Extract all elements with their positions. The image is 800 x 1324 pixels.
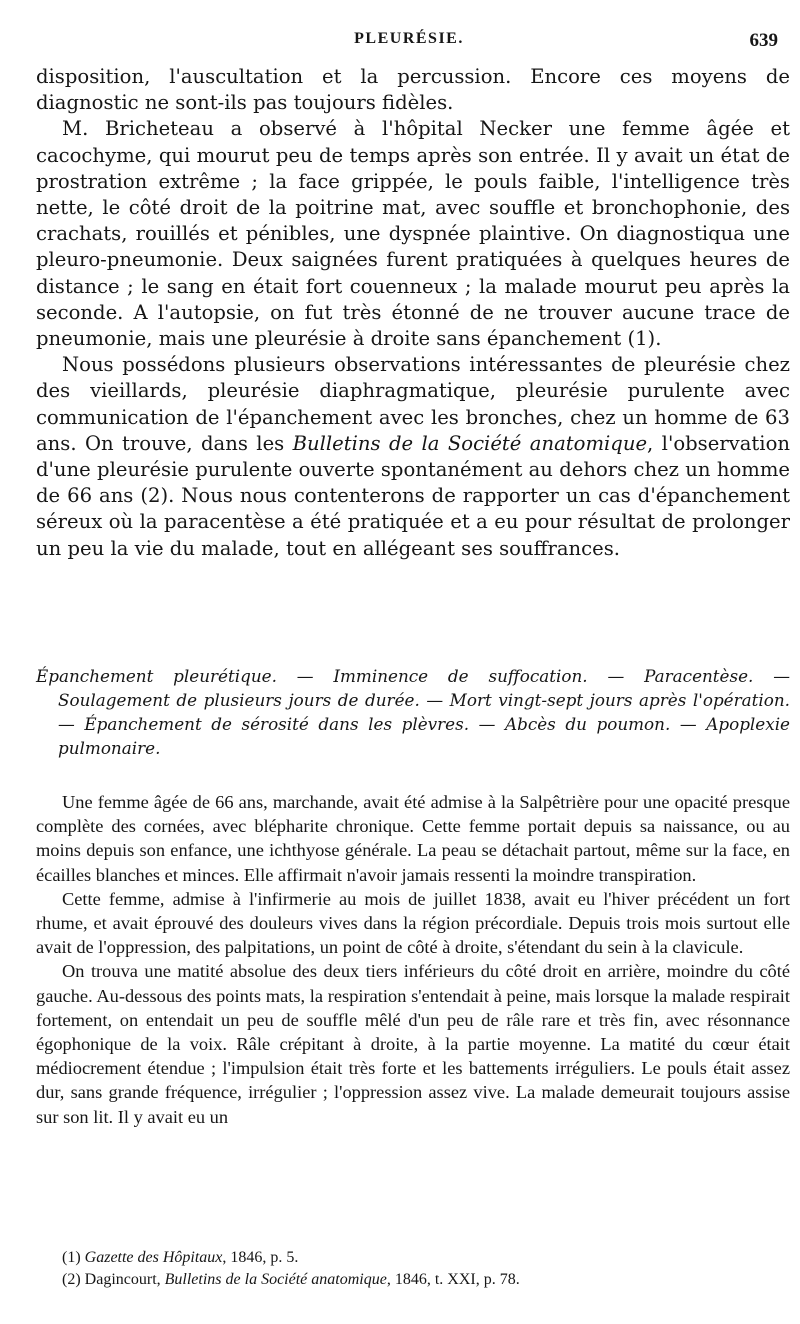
footnote-source: Gazette des Hôpitaux [84, 1249, 223, 1266]
running-title: PLEURÉSIE. [354, 30, 464, 47]
case-observation [36, 790, 790, 1129]
observation-paragraph: Une femme âgée de 66 ans, marchande, avait été admise à la Salpêtrière pour une opacité presque complète des cornées, avec blépharite chronique. Cette femme portait depuis sa naissance, ou au moins depuis son enfance, une ichthyose générale. La peau se détachait partout, même sur la face, en écailles blanches et minces. Elle affirmait n'avoir jamais ressenti la moindre transpiration. [36, 792, 790, 885]
paragraph-bricheteau: M. Bricheteau a observé à l'hôpital Necker une femme âgée et cacochyme, qui mourut peu de temps après son entrée. Il y avait un état de prostration extrême ; la face grippée, le pouls faible, l'intelligence très nette, le côté droit de la poitrine mat, avec souffle et bronchophonie, des crachats, rouillés et pénibles, une dyspnée plaintive. On diagnostiqua une pleuro-pneumonie. Deux saignées furent pratiquées à quelques heures de distance ; le sang en était fort couenneux ; la malade mourut peu après la seconde. A l'autopsie, on fut très étonné de ne trouver aucune trace de pneumonie, mais une pleurésie à droite sans épanchement (1). [36, 117, 790, 351]
journal-title: Bulletins de la Société anatomique [292, 431, 648, 455]
paragraph-observations [36, 352, 790, 562]
footnote [36, 1247, 790, 1269]
footnote-mark: (2) Dagincourt, [62, 1271, 165, 1288]
paragraph-text: Nous possédons plusieurs observations intéressantes de pleurésie chez des vieillards, pleurésie diaphragmatique, pleurésie purulente avec communication de l'épanchement avec les bronches, chez un homme de 63 ans. On trouve, dans les [36, 353, 790, 455]
observation-paragraph: Cette femme, admise à l'infirmerie au mois de juillet 1838, avait eu l'hiver précédent un fort rhume, et avait éprouvé des douleurs vives dans la région précordiale. Depuis trois mois surtout elle avait de l'oppression, des palpitations, un point de côté à droite, s'étendant du sein à la clavicule. [36, 888, 790, 958]
footnote-mark: (1) [62, 1249, 85, 1266]
case-summary-text: Épanchement pleurétique. — Imminence de suffocation. — Paracentèse. — Soulagement de plusieurs jours de durée. — Mort vingt-sept jours après l'opération. — Épanchement de sérosité dans les plèvres. — Abcès du poumon. — Apoplexie pulmonaire. [36, 666, 790, 758]
page-number: 639 [749, 30, 778, 51]
footnote-ref: , 1846, t. XXI, p. 78. [386, 1271, 520, 1288]
body-text [36, 64, 790, 562]
paragraph-continued: disposition, l'auscultation et la percussion. Encore ces moyens de diagnostic ne sont-ils pas toujours fidèles. [36, 65, 790, 115]
paragraph-text: , l'observation d'une pleurésie purulente ouverte spontanément au dehors chez un homme de 66 ans (2). Nous nous contenterons de rapporter un cas d'épanchement séreux où la paracentèse a été pratiquée et a eu pour résultat de prolonger un peu la vie du malade, tout en allégeant ses souffrances. [36, 431, 790, 560]
case-summary [36, 664, 790, 760]
footnote-ref: , 1846, p. 5. [222, 1249, 299, 1266]
running-head [36, 30, 782, 56]
footnotes [36, 1247, 790, 1291]
footnote [36, 1269, 790, 1291]
footnote-source: Bulletins de la Société anatomique [164, 1271, 387, 1288]
observation-paragraph: On trouva une matité absolue des deux tiers inférieurs du côté droit en arrière, moindre du côté gauche. Au-dessous des points mats, la respiration s'entendait à peine, mais lorsque la malade respirait fortement, on entendait un peu de souffle mêlé d'un peu de râle rare et très fin, avec résonnance égophonique de la voix. Râle crépitant à droite, à la partie moyenne. La matité du cœur était médiocrement étendue ; l'impulsion était très forte et les battements irréguliers. Le pouls était assez dur, sans grande fréquence, irrégulier ; l'oppression assez vive. La malade demeurait toujours assise sur son lit. Il y avait eu un [36, 961, 790, 1127]
